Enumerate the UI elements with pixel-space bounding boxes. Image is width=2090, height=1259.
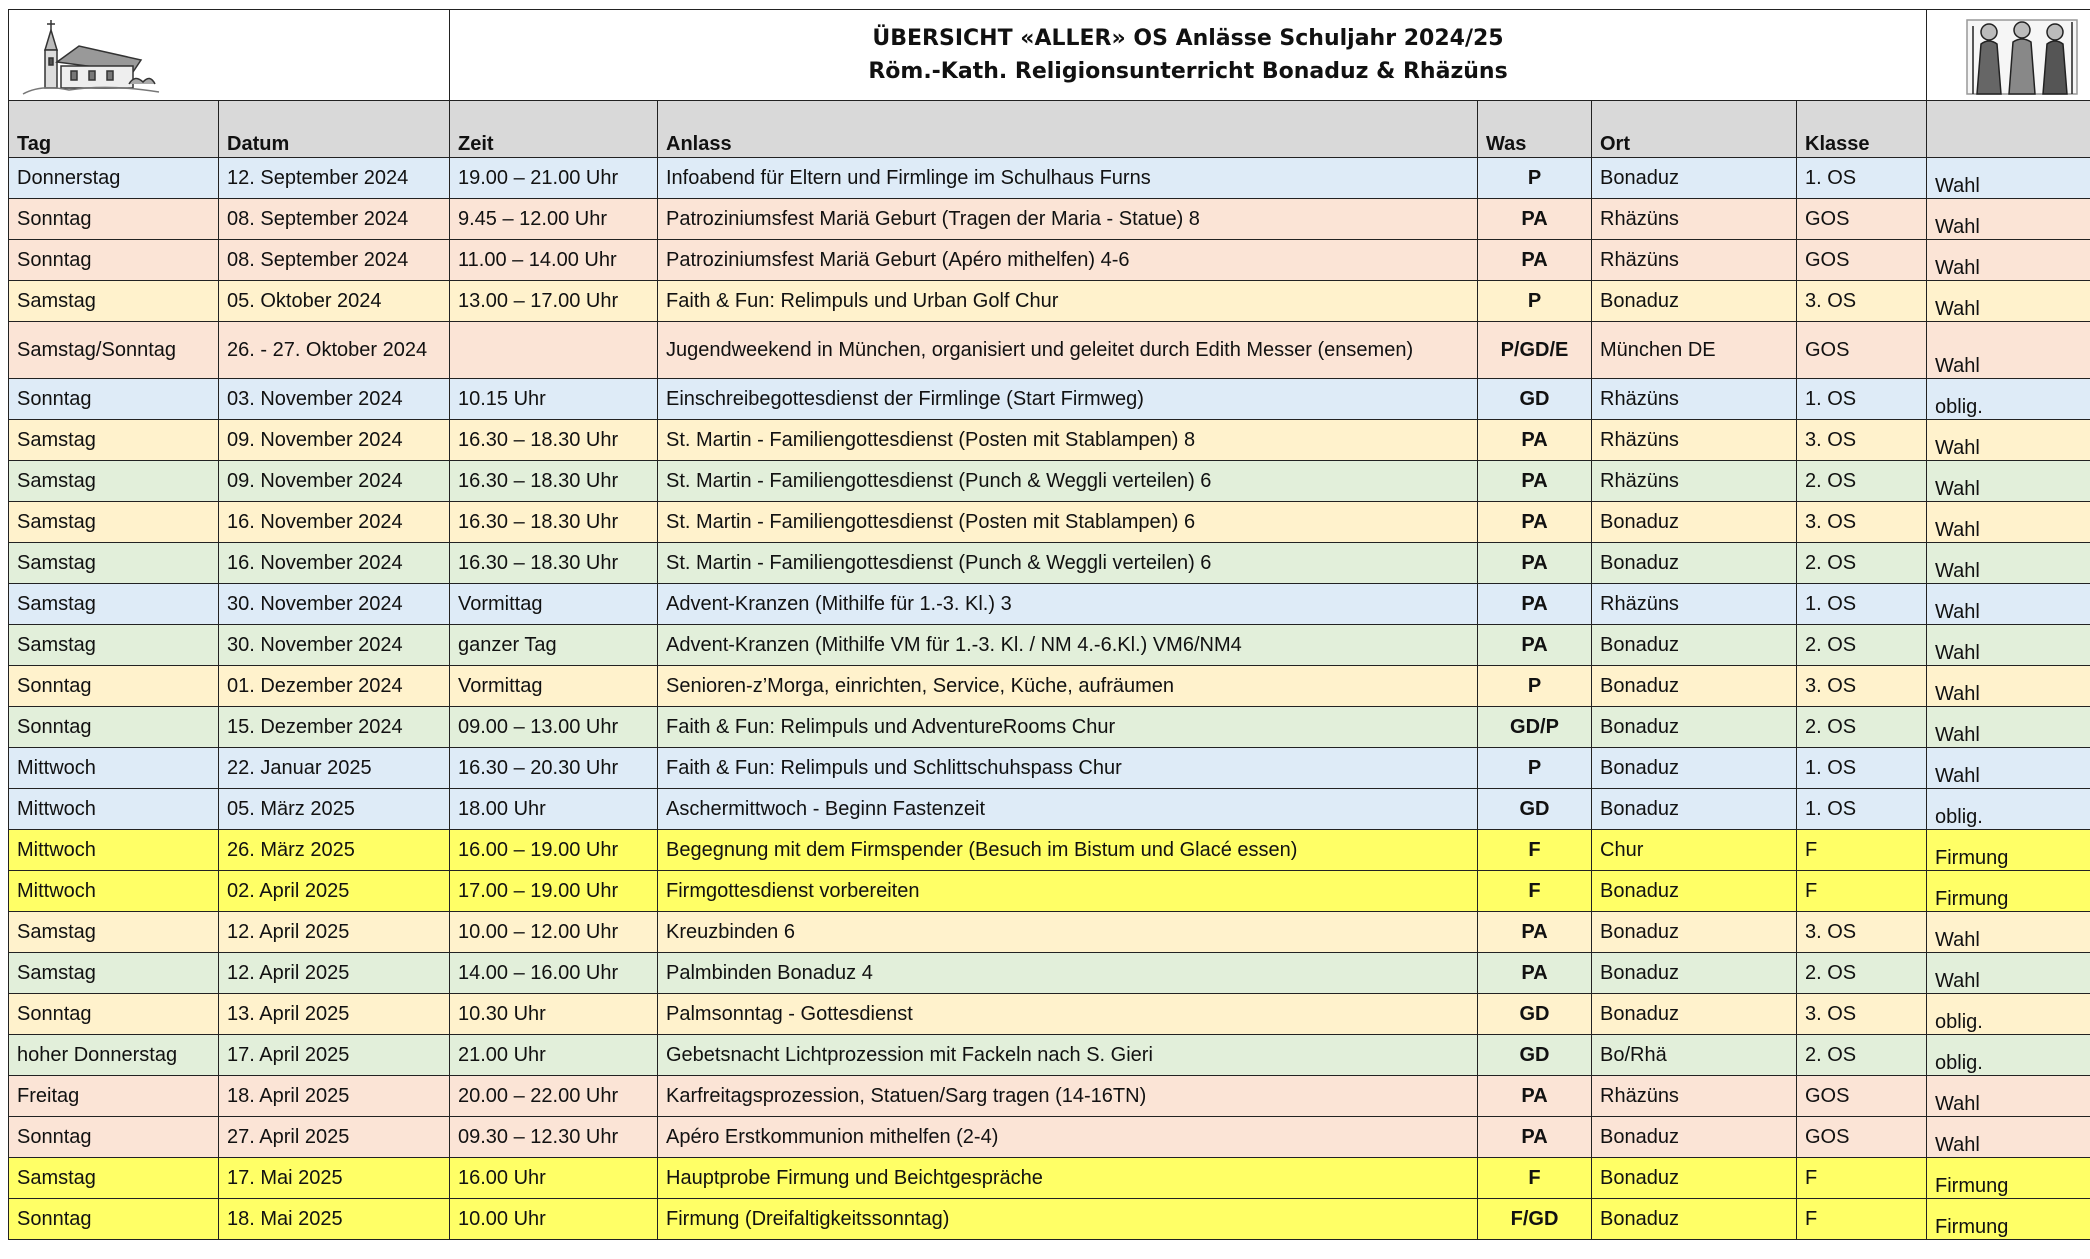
cell-klasse: GOS [1797,1117,1927,1158]
column-header-ort: Ort [1592,101,1797,158]
table-row [9,1199,2090,1240]
cell-typ: Wahl [1927,666,2090,707]
cell-typ: Wahl [1927,240,2090,281]
cell-klasse: GOS [1797,1076,1927,1117]
cell-ort: Rhäzüns [1592,420,1797,461]
cell-tag: Sonntag [9,1199,219,1240]
cell-was: F/GD [1478,1199,1592,1240]
table-row [9,1035,2090,1076]
table-row [9,502,2090,543]
cell-typ: Wahl [1927,420,2090,461]
cell-ort: Bo/Rhä [1592,1035,1797,1076]
table-row [9,1117,2090,1158]
cell-klasse: 3. OS [1797,912,1927,953]
cell-anlass: Senioren-z’Morga, einrichten, Service, Küche, aufräumen [658,666,1478,707]
cell-klasse: 1. OS [1797,584,1927,625]
cell-datum: 16. November 2024 [219,502,450,543]
cell-typ: Wahl [1927,584,2090,625]
cell-anlass: Jugendweekend in München, organisiert und geleitet durch Edith Messer (ensemen) [658,322,1478,379]
cell-tag: Samstag [9,281,219,322]
cell-ort: Bonaduz [1592,543,1797,584]
cell-was: P [1478,666,1592,707]
column-header-klasse: Klasse [1797,101,1927,158]
cell-typ: oblig. [1927,1035,2090,1076]
column-header-typ [1927,101,2090,158]
cell-typ: Wahl [1927,1117,2090,1158]
cell-tag: Samstag [9,461,219,502]
cell-zeit: 09.00 – 13.00 Uhr [450,707,658,748]
cell-was: PA [1478,543,1592,584]
cell-zeit: 16.30 – 18.30 Uhr [450,502,658,543]
cell-klasse: 2. OS [1797,707,1927,748]
cell-typ: Wahl [1927,912,2090,953]
cell-ort: Bonaduz [1592,789,1797,830]
cell-klasse: 3. OS [1797,502,1927,543]
cell-tag: hoher Donnerstag [9,1035,219,1076]
title-line-1: ÜBERSICHT «ALLER» OS Anlässe Schuljahr 2024/25 [872,26,1504,51]
cell-was: GD [1478,379,1592,420]
cell-tag: Donnerstag [9,158,219,199]
cell-tag: Sonntag [9,1117,219,1158]
cell-tag: Samstag [9,420,219,461]
cell-typ: Wahl [1927,953,2090,994]
cell-zeit: 14.00 – 16.00 Uhr [450,953,658,994]
cell-ort: Rhäzüns [1592,1076,1797,1117]
cell-typ: Wahl [1927,748,2090,789]
table-row [9,1158,2090,1199]
cell-ort: Bonaduz [1592,666,1797,707]
cell-zeit: 16.30 – 18.30 Uhr [450,420,658,461]
cell-was: PA [1478,199,1592,240]
cell-typ: Wahl [1927,707,2090,748]
cell-anlass: Patroziniumsfest Mariä Geburt (Tragen der Maria - Statue) 8 [658,199,1478,240]
cell-klasse: F [1797,830,1927,871]
table-row [9,199,2090,240]
cell-tag: Samstag [9,912,219,953]
cell-tag: Mittwoch [9,830,219,871]
cell-klasse: 1. OS [1797,158,1927,199]
cell-zeit: Vormittag [450,666,658,707]
cell-anlass: St. Martin - Familiengottesdienst (Posten mit Stablampen) 6 [658,502,1478,543]
cell-ort: Rhäzüns [1592,379,1797,420]
cell-tag: Sonntag [9,199,219,240]
cell-datum: 17. April 2025 [219,1035,450,1076]
cell-datum: 03. November 2024 [219,379,450,420]
cell-ort: Bonaduz [1592,281,1797,322]
table-row [9,830,2090,871]
cell-anlass: Faith & Fun: Relimpuls und Urban Golf Chur [658,281,1478,322]
table-row [9,707,2090,748]
cell-ort: Bonaduz [1592,707,1797,748]
saints-image-cell [1927,10,2090,101]
cell-anlass: Infoabend für Eltern und Firmlinge im Schulhaus Furns [658,158,1478,199]
cell-zeit: 16.30 – 18.30 Uhr [450,543,658,584]
cell-was: P [1478,281,1592,322]
cell-typ: Firmung [1927,871,2090,912]
cell-anlass: Gebetsnacht Lichtprozession mit Fackeln nach S. Gieri [658,1035,1478,1076]
schedule-sheet [8,9,2090,1240]
cell-ort: Bonaduz [1592,912,1797,953]
table-row [9,420,2090,461]
cell-datum: 12. September 2024 [219,158,450,199]
cell-anlass: Firmung (Dreifaltigkeitssonntag) [658,1199,1478,1240]
cell-tag: Samstag [9,502,219,543]
cell-anlass: Hauptprobe Firmung und Beichtgespräche [658,1158,1478,1199]
cell-zeit: 16.00 – 19.00 Uhr [450,830,658,871]
cell-tag: Samstag [9,1158,219,1199]
cell-anlass: Firmgottesdienst vorbereiten [658,871,1478,912]
cell-zeit: 16.30 – 18.30 Uhr [450,461,658,502]
cell-was: F [1478,871,1592,912]
table-row [9,912,2090,953]
cell-was: PA [1478,461,1592,502]
cell-anlass: Advent-Kranzen (Mithilfe VM für 1.-3. Kl. / NM 4.-6.Kl.) VM6/NM4 [658,625,1478,666]
saints-engraving-icon [1927,10,2090,100]
cell-ort: München DE [1592,322,1797,379]
cell-zeit: 10.15 Uhr [450,379,658,420]
cell-zeit: 10.00 Uhr [450,1199,658,1240]
table-row [9,281,2090,322]
cell-zeit: 21.00 Uhr [450,1035,658,1076]
cell-tag: Sonntag [9,994,219,1035]
cell-was: PA [1478,420,1592,461]
cell-tag: Samstag [9,543,219,584]
cell-ort: Bonaduz [1592,1199,1797,1240]
cell-zeit: 16.00 Uhr [450,1158,658,1199]
table-row [9,322,2090,379]
cell-klasse: 2. OS [1797,1035,1927,1076]
cell-anlass: Aschermittwoch - Beginn Fastenzeit [658,789,1478,830]
cell-tag: Sonntag [9,379,219,420]
cell-klasse: 2. OS [1797,461,1927,502]
cell-typ: Firmung [1927,830,2090,871]
cell-anlass: Faith & Fun: Relimpuls und AdventureRooms Chur [658,707,1478,748]
schedule-table [8,9,2090,1240]
column-header-anlass: Anlass [658,101,1478,158]
cell-datum: 05. Oktober 2024 [219,281,450,322]
cell-zeit: 20.00 – 22.00 Uhr [450,1076,658,1117]
cell-datum: 01. Dezember 2024 [219,666,450,707]
cell-anlass: Palmbinden Bonaduz 4 [658,953,1478,994]
cell-klasse: GOS [1797,240,1927,281]
table-row [9,666,2090,707]
cell-datum: 18. Mai 2025 [219,1199,450,1240]
cell-was: PA [1478,1117,1592,1158]
cell-typ: Wahl [1927,543,2090,584]
cell-ort: Bonaduz [1592,994,1797,1035]
cell-anlass: Faith & Fun: Relimpuls und Schlittschuhspass Chur [658,748,1478,789]
cell-datum: 12. April 2025 [219,953,450,994]
cell-typ: Wahl [1927,199,2090,240]
cell-klasse: 1. OS [1797,379,1927,420]
cell-typ: Wahl [1927,281,2090,322]
table-row [9,748,2090,789]
cell-was: PA [1478,1076,1592,1117]
cell-datum: 18. April 2025 [219,1076,450,1117]
cell-typ: Firmung [1927,1199,2090,1240]
cell-ort: Bonaduz [1592,158,1797,199]
cell-anlass: Patroziniumsfest Mariä Geburt (Apéro mithelfen) 4-6 [658,240,1478,281]
cell-anlass: Advent-Kranzen (Mithilfe für 1.-3. Kl.) 3 [658,584,1478,625]
cell-was: P [1478,748,1592,789]
title-line-2: Röm.-Kath. Religionsunterricht Bonaduz & Rhäzüns [868,59,1508,84]
table-row [9,461,2090,502]
cell-klasse: 3. OS [1797,994,1927,1035]
church-logo-cell [9,10,450,101]
cell-ort: Rhäzüns [1592,240,1797,281]
column-header-datum: Datum [219,101,450,158]
title-row [9,10,2090,101]
cell-anlass: Begegnung mit dem Firmspender (Besuch im Bistum und Glacé essen) [658,830,1478,871]
cell-typ: Wahl [1927,322,2090,379]
cell-zeit: 16.30 – 20.30 Uhr [450,748,658,789]
cell-zeit: Vormittag [450,584,658,625]
cell-was: F [1478,830,1592,871]
cell-typ: oblig. [1927,379,2090,420]
cell-klasse: F [1797,1158,1927,1199]
table-row [9,240,2090,281]
table-row [9,789,2090,830]
cell-klasse: 1. OS [1797,748,1927,789]
cell-was: P/GD/E [1478,322,1592,379]
cell-anlass: Palmsonntag - Gottesdienst [658,994,1478,1035]
document-title [450,10,1927,101]
table-row [9,625,2090,666]
cell-ort: Bonaduz [1592,625,1797,666]
church-drawing-icon [9,10,449,100]
cell-was: GD [1478,1035,1592,1076]
cell-zeit: 19.00 – 21.00 Uhr [450,158,658,199]
table-row [9,543,2090,584]
cell-klasse: 2. OS [1797,953,1927,994]
column-header-zeit: Zeit [450,101,658,158]
cell-typ: Wahl [1927,1076,2090,1117]
cell-datum: 26. - 27. Oktober 2024 [219,322,450,379]
cell-typ: Wahl [1927,625,2090,666]
table-row [9,994,2090,1035]
cell-was: PA [1478,625,1592,666]
cell-typ: Wahl [1927,158,2090,199]
cell-zeit: 9.45 – 12.00 Uhr [450,199,658,240]
table-row [9,953,2090,994]
cell-zeit: 09.30 – 12.30 Uhr [450,1117,658,1158]
cell-typ: oblig. [1927,789,2090,830]
cell-anlass: St. Martin - Familiengottesdienst (Posten mit Stablampen) 8 [658,420,1478,461]
cell-typ: Wahl [1927,502,2090,543]
cell-datum: 16. November 2024 [219,543,450,584]
cell-klasse: F [1797,1199,1927,1240]
cell-zeit: 10.00 – 12.00 Uhr [450,912,658,953]
cell-anlass: Kreuzbinden 6 [658,912,1478,953]
cell-tag: Freitag [9,1076,219,1117]
cell-tag: Mittwoch [9,789,219,830]
cell-tag: Samstag [9,625,219,666]
cell-tag: Mittwoch [9,871,219,912]
cell-zeit: 13.00 – 17.00 Uhr [450,281,658,322]
cell-ort: Bonaduz [1592,502,1797,543]
cell-datum: 02. April 2025 [219,871,450,912]
cell-was: GD [1478,994,1592,1035]
cell-klasse: 2. OS [1797,543,1927,584]
table-row [9,871,2090,912]
cell-ort: Bonaduz [1592,1158,1797,1199]
cell-tag: Samstag/Sonntag [9,322,219,379]
cell-was: GD [1478,789,1592,830]
cell-datum: 12. April 2025 [219,912,450,953]
cell-datum: 08. September 2024 [219,240,450,281]
cell-anlass: Apéro Erstkommunion mithelfen (2-4) [658,1117,1478,1158]
cell-datum: 27. April 2025 [219,1117,450,1158]
cell-anlass: St. Martin - Familiengottesdienst (Punch & Weggli verteilen) 6 [658,461,1478,502]
cell-datum: 26. März 2025 [219,830,450,871]
table-row [9,584,2090,625]
cell-typ: Firmung [1927,1158,2090,1199]
cell-anlass: St. Martin - Familiengottesdienst (Punch & Weggli verteilen) 6 [658,543,1478,584]
cell-klasse: GOS [1797,322,1927,379]
cell-ort: Chur [1592,830,1797,871]
cell-datum: 09. November 2024 [219,420,450,461]
cell-datum: 05. März 2025 [219,789,450,830]
cell-ort: Bonaduz [1592,1117,1797,1158]
cell-datum: 30. November 2024 [219,625,450,666]
cell-was: PA [1478,912,1592,953]
table-row [9,158,2090,199]
table-row [9,379,2090,420]
cell-typ: Wahl [1927,461,2090,502]
cell-zeit [450,322,658,379]
cell-datum: 08. September 2024 [219,199,450,240]
cell-datum: 15. Dezember 2024 [219,707,450,748]
cell-typ: oblig. [1927,994,2090,1035]
cell-tag: Sonntag [9,707,219,748]
cell-ort: Rhäzüns [1592,199,1797,240]
cell-klasse: F [1797,871,1927,912]
cell-klasse: 1. OS [1797,789,1927,830]
cell-ort: Bonaduz [1592,871,1797,912]
cell-ort: Rhäzüns [1592,461,1797,502]
cell-was: PA [1478,584,1592,625]
cell-tag: Samstag [9,953,219,994]
cell-was: P [1478,158,1592,199]
cell-tag: Samstag [9,584,219,625]
cell-klasse: 2. OS [1797,625,1927,666]
cell-klasse: GOS [1797,199,1927,240]
cell-datum: 22. Januar 2025 [219,748,450,789]
cell-datum: 09. November 2024 [219,461,450,502]
cell-was: PA [1478,502,1592,543]
column-header-was: Was [1478,101,1592,158]
cell-ort: Rhäzüns [1592,584,1797,625]
cell-datum: 17. Mai 2025 [219,1158,450,1199]
cell-klasse: 3. OS [1797,666,1927,707]
cell-tag: Mittwoch [9,748,219,789]
cell-klasse: 3. OS [1797,420,1927,461]
cell-ort: Bonaduz [1592,748,1797,789]
cell-datum: 30. November 2024 [219,584,450,625]
cell-zeit: 17.00 – 19.00 Uhr [450,871,658,912]
cell-datum: 13. April 2025 [219,994,450,1035]
cell-zeit: 10.30 Uhr [450,994,658,1035]
cell-zeit: ganzer Tag [450,625,658,666]
cell-anlass: Karfreitagsprozession, Statuen/Sarg tragen (14-16TN) [658,1076,1478,1117]
cell-klasse: 3. OS [1797,281,1927,322]
cell-was: PA [1478,953,1592,994]
column-header-tag: Tag [9,101,219,158]
cell-was: F [1478,1158,1592,1199]
cell-tag: Sonntag [9,240,219,281]
cell-was: PA [1478,240,1592,281]
cell-ort: Bonaduz [1592,953,1797,994]
column-header-row [9,101,2090,158]
cell-was: GD/P [1478,707,1592,748]
table-row [9,1076,2090,1117]
cell-zeit: 18.00 Uhr [450,789,658,830]
cell-anlass: Einschreibegottesdienst der Firmlinge (Start Firmweg) [658,379,1478,420]
cell-tag: Sonntag [9,666,219,707]
cell-zeit: 11.00 – 14.00 Uhr [450,240,658,281]
